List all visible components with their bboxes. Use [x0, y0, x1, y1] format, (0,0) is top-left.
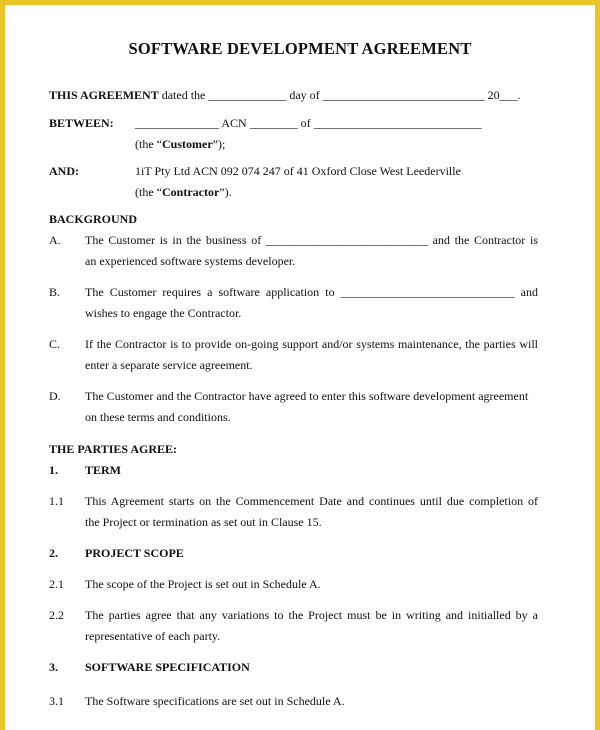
clause-2-2-line2: representative of each party. [85, 629, 221, 643]
agreement-line [49, 88, 521, 102]
parties-agree-heading: THE PARTIES AGREE: [49, 442, 178, 456]
section-1-heading: TERM [85, 463, 121, 477]
section-1-number: 1. [49, 463, 58, 477]
contractor-term: Contractor [161, 185, 220, 199]
section-3-heading: SOFTWARE SPECIFICATION [85, 660, 250, 674]
contractor-def-pre: (the “ [135, 185, 162, 199]
between-label: BETWEEN: [49, 116, 114, 130]
background-marker-d: D. [49, 389, 61, 403]
background-d-line1: The Customer and the Contractor have agreed to enter this software development agreement [85, 389, 529, 403]
clause-2-1-line1: The scope of the Project is set out in Schedule A. [85, 577, 321, 591]
background-a-line2: an experienced software systems developer. [85, 254, 296, 268]
background-c-line2: enter a separate service agreement. [85, 358, 253, 372]
background-b-line1: The Customer requires a software application to _____________________________ and [85, 285, 538, 299]
clause-2-2-number: 2.2 [49, 608, 64, 622]
between-line: ______________ ACN ________ of ____________________________ [135, 116, 482, 130]
clause-3-1-line1: The Software specifications are set out in Schedule A. [85, 694, 345, 708]
background-c-line1: If the Contractor is to provide on-going support and/or systems maintenance, the parties will [85, 337, 538, 351]
contractor-line: 1iT Pty Ltd ACN 092 074 247 of 41 Oxford Close West Leederville [135, 164, 461, 178]
agreement-label: THIS AGREEMENT [49, 88, 159, 102]
section-2-heading: PROJECT SCOPE [85, 546, 184, 560]
and-label: AND: [49, 164, 79, 178]
background-b-line2: wishes to engage the Contractor. [85, 306, 242, 320]
clause-1-1-number: 1.1 [49, 494, 64, 508]
document-title: SOFTWARE DEVELOPMENT AGREEMENT [128, 39, 472, 58]
clause-2-1-number: 2.1 [49, 577, 64, 591]
section-2-number: 2. [49, 546, 58, 560]
background-a-line1: The Customer is in the business of ___________________________ and the Contractor is [85, 233, 538, 247]
clause-1-1-line2: the Project or termination as set out in Clause 15. [85, 515, 322, 529]
agreement-text: dated the _____________ day of ___________________________ 20___. [158, 88, 521, 102]
clause-3-1-number: 3.1 [49, 694, 64, 708]
section-3-number: 3. [49, 660, 58, 674]
customer-term: Customer [161, 137, 213, 151]
background-marker-b: B. [49, 285, 61, 299]
background-marker-c: C. [49, 337, 61, 351]
customer-def-pre: (the “ [135, 137, 162, 151]
customer-definition [135, 137, 225, 151]
contractor-definition [135, 185, 232, 199]
background-heading: BACKGROUND [49, 212, 138, 226]
background-d-line2: on these terms and conditions. [85, 410, 231, 424]
document-page [5, 5, 595, 730]
clause-1-1-line1: This Agreement starts on the Commencement Date and continues until due completion of [85, 494, 538, 508]
background-marker-a: A. [49, 233, 61, 247]
customer-def-post: ”); [212, 137, 226, 151]
clause-2-2-line1: The parties agree that any variations to the Project must be in writing and initialled by a [85, 608, 538, 622]
contractor-def-post: ”). [219, 185, 232, 199]
